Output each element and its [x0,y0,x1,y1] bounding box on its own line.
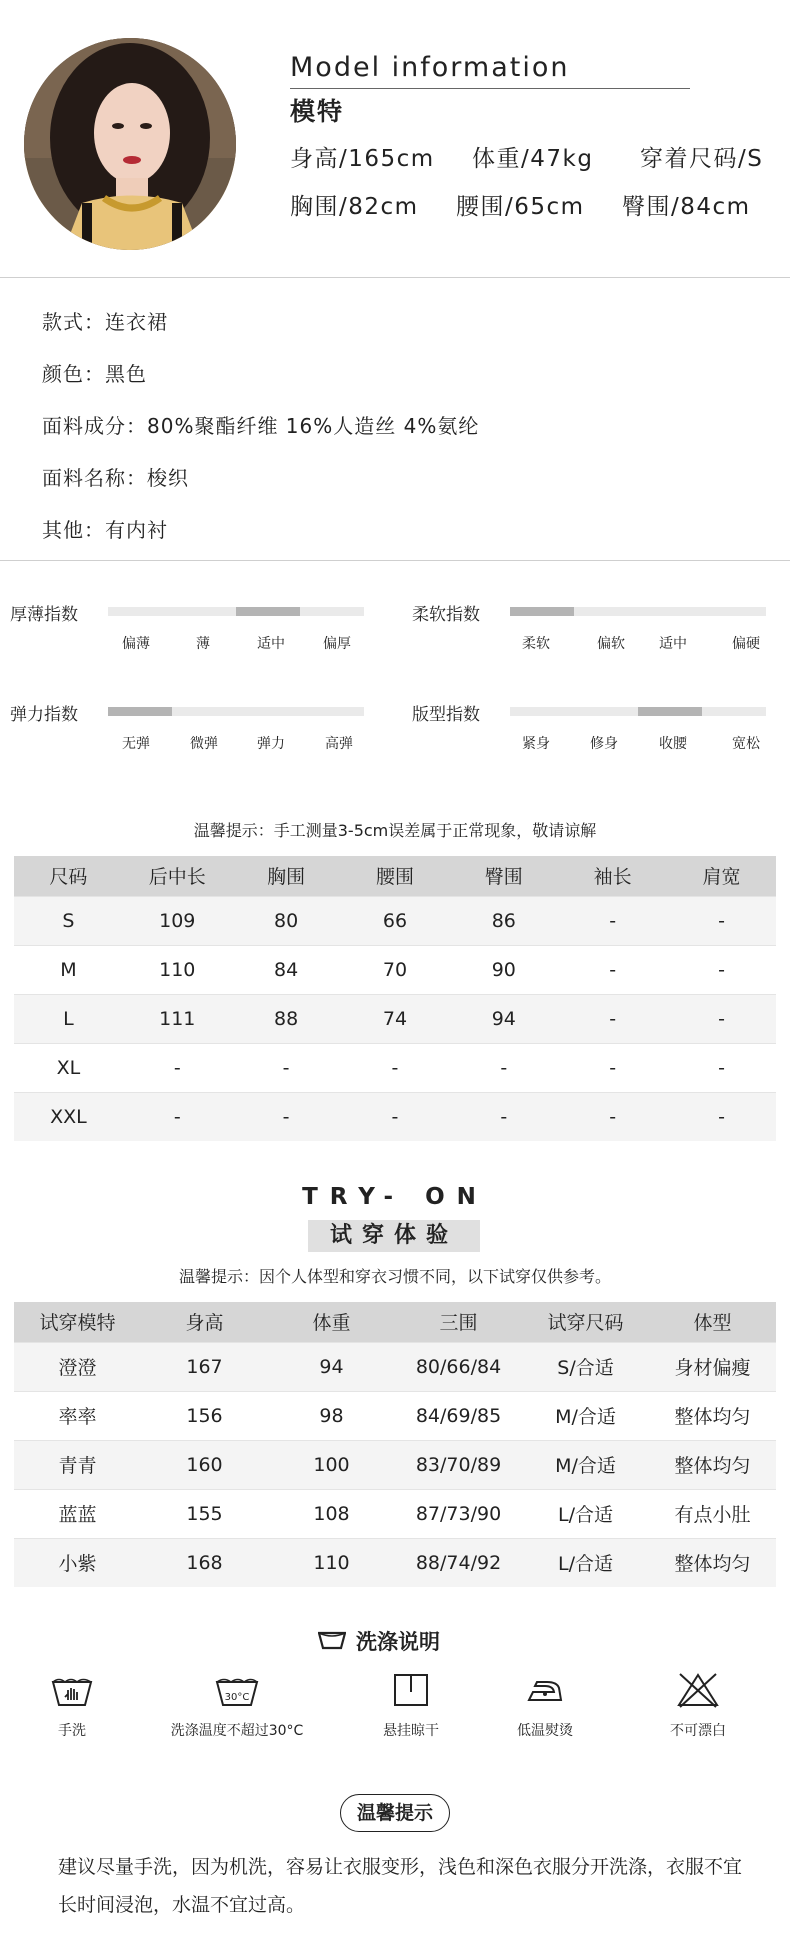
table-cell: 身材偏瘦 [649,1342,776,1391]
index-tick: 偏硬 [732,636,760,652]
table-cell: 86 [449,896,558,945]
table-header: 肩宽 [667,856,776,896]
table-cell: S [14,896,123,945]
wash-item-iron [470,1672,620,1740]
table-cell: 83/70/89 [395,1440,522,1489]
model-waist: 腰围/65cm [456,194,585,220]
table-header: 试穿尺码 [522,1302,649,1342]
table-cell: - [558,896,667,945]
table-cell: L/合适 [522,1538,649,1587]
model-avatar [24,38,236,250]
model-section [0,0,790,275]
table-header: 尺码 [14,856,123,896]
index-tick: 弹力 [257,736,285,752]
table-cell: - [667,896,776,945]
table-cell: XXL [14,1092,123,1141]
table-cell: 110 [123,945,232,994]
table-row [14,896,776,945]
model-subtitle: 模特 [290,97,345,126]
wash-label: 不可漂白 [670,1723,726,1739]
index-track [108,707,364,716]
hang-dry-icon [392,1672,430,1708]
section-divider [0,560,790,561]
table-cell: 整体均匀 [649,1538,776,1587]
index-tick: 修身 [590,736,618,752]
table-cell: 84 [232,945,341,994]
table-cell: 111 [123,994,232,1043]
table-header: 后中长 [123,856,232,896]
size-tip: 温馨提示：手工测量3-5cm误差属于正常现象，敬请谅解 [193,821,597,840]
table-cell: - [341,1043,450,1092]
table-cell: - [449,1092,558,1141]
table-header: 臀围 [449,856,558,896]
index-tick: 微弹 [190,736,218,752]
table-cell: 167 [141,1342,268,1391]
table-header-row [14,856,776,896]
hand-wash-icon [50,1672,94,1708]
model-weight: 体重/47kg [472,146,594,172]
table-cell: M [14,945,123,994]
index-level [510,607,574,616]
table-header: 试穿模特 [14,1302,141,1342]
index-tick: 柔软 [522,636,550,652]
table-cell: - [667,1043,776,1092]
index-level [236,607,300,616]
table-cell: - [232,1092,341,1141]
index-label: 弹力指数 [10,705,78,725]
table-cell: 88/74/92 [395,1538,522,1587]
table-cell: 160 [141,1440,268,1489]
table-cell: 109 [123,896,232,945]
washing-title: 洗涤说明 [356,1630,440,1654]
index-tick: 宽松 [732,736,760,752]
table-cell: L [14,994,123,1043]
table-cell: - [667,945,776,994]
table-header-row [14,1302,776,1342]
wash-label: 手洗 [58,1723,86,1739]
table-cell: 98 [268,1391,395,1440]
info-style: 款式：连衣裙 [42,310,168,334]
table-cell: 108 [268,1489,395,1538]
table-cell: S/合适 [522,1342,649,1391]
table-cell: 88 [232,994,341,1043]
tryon-tip: 温馨提示：因个人体型和穿衣习惯不同，以下试穿仅供参考。 [178,1267,611,1286]
index-track [108,607,364,616]
index-tick: 紧身 [522,736,550,752]
table-cell: L/合适 [522,1489,649,1538]
tryon-title: TRY- ON [302,1184,488,1210]
index-tick: 适中 [257,636,285,652]
table-cell: 率率 [14,1391,141,1440]
table-row [14,1489,776,1538]
table-cell: 整体均匀 [649,1440,776,1489]
model-title-rule [290,88,690,89]
table-cell: 70 [341,945,450,994]
tryon-table [14,1302,776,1587]
table-cell: - [667,994,776,1043]
table-header: 三围 [395,1302,522,1342]
table-cell: 小紫 [14,1538,141,1587]
index-tick: 偏软 [597,636,625,652]
index-tick: 适中 [659,636,687,652]
table-row [14,994,776,1043]
table-cell: 110 [268,1538,395,1587]
tips-text: 建议尽量手洗，因为机洗，容易让衣服变形，浅色和深色衣服分开洗涤，衣服不宜长时间浸泡，水温不宜过高。 [58,1856,743,1916]
wash-label: 洗涤温度不超过30°C [170,1723,304,1739]
table-cell: M/合适 [522,1440,649,1489]
wash-temp-text: 30°C [224,1692,250,1703]
size-table [14,856,776,1141]
index-label: 柔软指数 [412,605,480,625]
table-cell: 94 [268,1342,395,1391]
table-cell: - [558,1043,667,1092]
index-tick: 无弹 [122,736,150,752]
table-cell: 澄澄 [14,1342,141,1391]
index-tick: 偏薄 [122,636,150,652]
model-hip: 臀围/84cm [622,194,751,220]
model-height: 身高/165cm [290,146,435,172]
table-cell: M/合适 [522,1391,649,1440]
table-cell: 155 [141,1489,268,1538]
index-label: 版型指数 [412,705,480,725]
table-cell: - [558,994,667,1043]
table-cell: - [123,1043,232,1092]
table-cell: 156 [141,1391,268,1440]
model-info-title: Model information [290,52,570,83]
index-tick: 偏厚 [323,636,351,652]
table-cell: 87/73/90 [395,1489,522,1538]
section-divider [0,277,790,278]
basin-icon [318,1630,346,1654]
info-fabric: 面料名称：梭织 [42,466,189,490]
index-track [510,607,766,616]
info-color: 颜色：黑色 [42,362,147,386]
wash-item-hang [336,1672,486,1740]
table-cell: 74 [341,994,450,1043]
model-bust: 胸围/82cm [290,194,419,220]
table-cell: 84/69/85 [395,1391,522,1440]
index-label: 厚薄指数 [10,605,78,625]
table-cell: - [341,1092,450,1141]
model-photo [24,38,236,250]
index-tick: 薄 [196,636,210,652]
index-level [108,707,172,716]
table-cell: - [449,1043,558,1092]
index-track [510,707,766,716]
table-cell: - [667,1092,776,1141]
wash-item-no-bleach [623,1672,773,1740]
table-cell: - [558,945,667,994]
table-cell: 蓝蓝 [14,1489,141,1538]
table-row [14,1342,776,1391]
table-row [14,1043,776,1092]
table-cell: 80/66/84 [395,1342,522,1391]
table-header: 腰围 [341,856,450,896]
wash-item-30 [162,1672,312,1740]
wash-30-icon [214,1672,260,1708]
table-cell: 80 [232,896,341,945]
table-cell: 168 [141,1538,268,1587]
tryon-badge: 试穿体验 [308,1220,480,1252]
low-iron-icon [523,1672,567,1708]
table-row [14,1538,776,1587]
table-cell: 94 [449,994,558,1043]
table-cell: 66 [341,896,450,945]
wash-label: 低温熨烫 [517,1723,573,1739]
table-row [14,1440,776,1489]
table-row [14,945,776,994]
index-tick: 收腰 [659,736,687,752]
table-cell: XL [14,1043,123,1092]
table-header: 体重 [268,1302,395,1342]
wash-item-hand [0,1672,147,1740]
table-cell: - [232,1043,341,1092]
table-header: 体型 [649,1302,776,1342]
model-size: 穿着尺码/S [640,146,764,172]
table-cell: 青青 [14,1440,141,1489]
wash-label: 悬挂晾干 [383,1723,439,1739]
table-cell: - [123,1092,232,1141]
table-header: 胸围 [232,856,341,896]
table-cell: - [558,1092,667,1141]
table-cell: 整体均匀 [649,1391,776,1440]
table-header: 袖长 [558,856,667,896]
table-header: 身高 [141,1302,268,1342]
index-level [638,707,702,716]
info-composition: 面料成分：80%聚酯纤维 16%人造丝 4%氨纶 [42,414,480,438]
table-cell: 有点小肚 [649,1489,776,1538]
table-row [14,1092,776,1141]
index-tick: 高弹 [325,736,353,752]
table-cell: 90 [449,945,558,994]
no-bleach-icon [676,1672,720,1708]
tips-badge: 温馨提示 [340,1794,450,1832]
table-row [14,1391,776,1440]
table-cell: 100 [268,1440,395,1489]
info-other: 其他：有内衬 [42,518,168,542]
